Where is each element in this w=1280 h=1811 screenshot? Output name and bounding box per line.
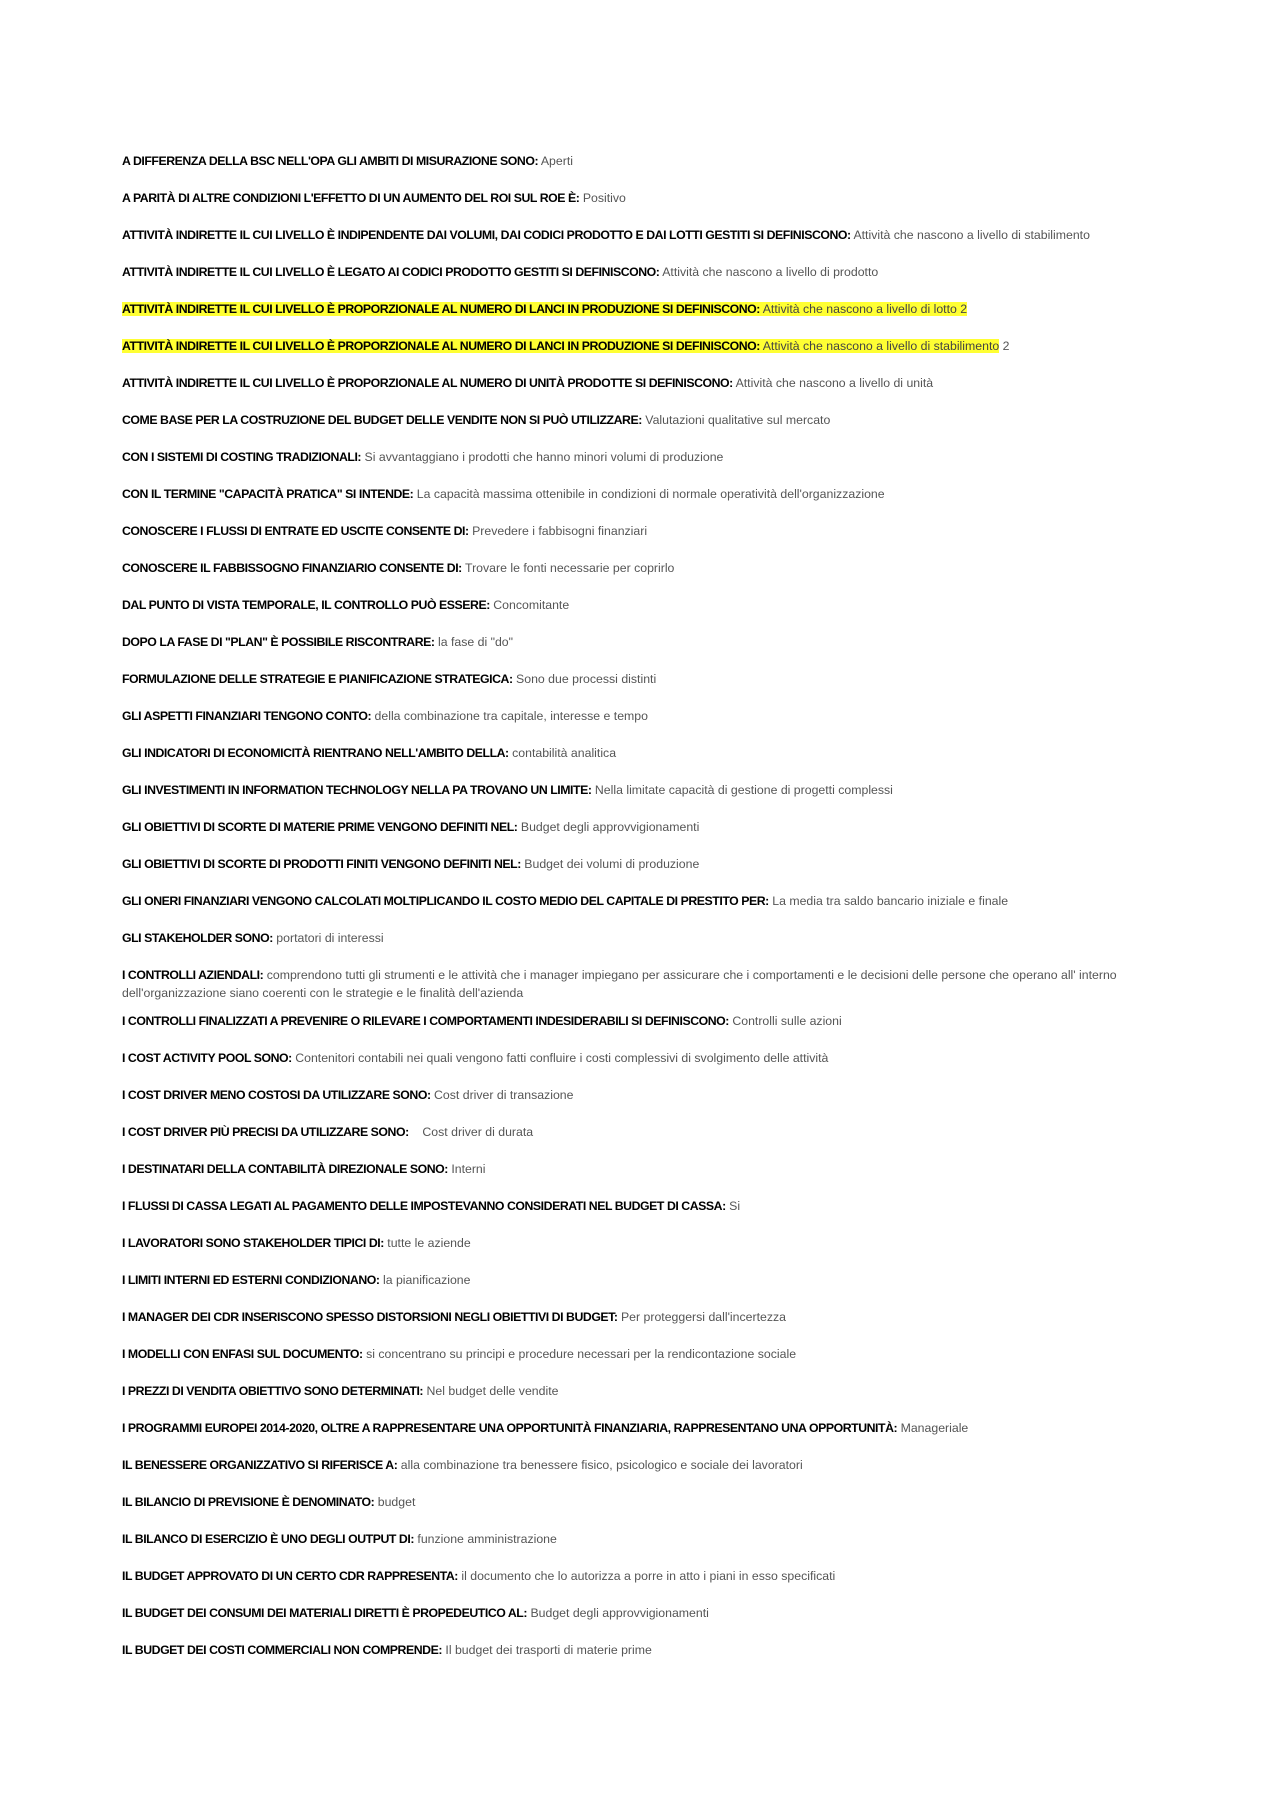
list-item bbox=[122, 559, 1162, 577]
answer-text: Si bbox=[729, 1199, 741, 1213]
answer-text: Aperti bbox=[540, 154, 573, 168]
question-text: CONOSCERE IL FABBISSOGNO FINANZIARIO CONSENTE DI: bbox=[122, 561, 462, 575]
list-item bbox=[122, 152, 1162, 170]
answer-text: comprendono tutti gli strumenti e le attività che i manager impiegano per assicurare che i comportamenti e le decisioni delle persone che operano all' interno dell'organizzazione siano coerenti con le strategie e le finalità dell'azienda bbox=[122, 968, 1117, 1000]
answer-text: Attività che nascono a livello di stabilimento bbox=[853, 228, 1090, 242]
list-item bbox=[122, 1493, 1162, 1511]
question-text: I FLUSSI DI CASSA LEGATI AL PAGAMENTO DELLE IMPOSTEVANNO CONSIDERATI NEL BUDGET DI CASSA: bbox=[122, 1199, 726, 1213]
question-text: IL BILANCIO DI PREVISIONE È DENOMINATO: bbox=[122, 1495, 375, 1509]
question-text: IL BUDGET DEI CONSUMI DEI MATERIALI DIRETTI È PROPEDEUTICO AL: bbox=[122, 1606, 528, 1620]
list-item bbox=[122, 818, 1162, 836]
answer-text: Nella limitate capacità di gestione di progetti complessi bbox=[594, 783, 893, 797]
question-text: CON I SISTEMI DI COSTING TRADIZIONALI: bbox=[122, 450, 362, 464]
answer-note: 2 bbox=[1002, 339, 1010, 353]
list-item bbox=[122, 1308, 1162, 1326]
list-item bbox=[122, 1382, 1162, 1400]
answer-text: Trovare le fonti necessarie per coprirlo bbox=[465, 561, 675, 575]
answer-text: Prevedere i fabbisogni finanziari bbox=[472, 524, 648, 538]
answer-text: Controlli sulle azioni bbox=[732, 1014, 842, 1028]
answer-text: il documento che lo autorizza a porre in atto i piani in esso specificati bbox=[461, 1569, 836, 1583]
list-item bbox=[122, 263, 1162, 281]
answer-text: Attività che nascono a livello di unità bbox=[735, 376, 934, 390]
answer-text: Interni bbox=[451, 1162, 486, 1176]
answer-text: portatori di interessi bbox=[276, 931, 384, 945]
list-item bbox=[122, 1123, 1162, 1141]
answer-text: Attività che nascono a livello di prodotto bbox=[662, 265, 879, 279]
answer-text: Cost driver di transazione bbox=[434, 1088, 574, 1102]
list-item bbox=[122, 670, 1162, 688]
answer-text: della combinazione tra capitale, interesse e tempo bbox=[374, 709, 648, 723]
answer-text: la fase di "do" bbox=[437, 635, 514, 649]
list-item-highlighted bbox=[122, 300, 1162, 318]
list-item bbox=[122, 1345, 1162, 1363]
answer-text: Concomitante bbox=[493, 598, 570, 612]
list-item bbox=[122, 1271, 1162, 1289]
list-item bbox=[122, 1456, 1162, 1474]
question-text: I PREZZI DI VENDITA OBIETTIVO SONO DETERMINATI: bbox=[122, 1384, 424, 1398]
question-text: ATTIVITÀ INDIRETTE IL CUI LIVELLO È PROPORZIONALE AL NUMERO DI LANCI IN PRODUZIONE SI DEFINISCONO: bbox=[122, 302, 760, 316]
list-item bbox=[122, 1641, 1162, 1659]
answer-text: La media tra saldo bancario iniziale e finale bbox=[772, 894, 1009, 908]
list-item bbox=[122, 1419, 1162, 1437]
highlight-mark bbox=[122, 302, 967, 316]
question-text: GLI OBIETTIVI DI SCORTE DI PRODOTTI FINITI VENGONO DEFINITI NEL: bbox=[122, 857, 521, 871]
answer-text: La capacità massima ottenibile in condizioni di normale operatività dell'organizzazione bbox=[416, 487, 885, 501]
list-item bbox=[122, 1049, 1162, 1067]
question-text: IL BUDGET APPROVATO DI UN CERTO CDR RAPPRESENTA: bbox=[122, 1569, 458, 1583]
answer-text: budget bbox=[377, 1495, 416, 1509]
answer-text: alla combinazione tra benessere fisico, psicologico e sociale dei lavoratori bbox=[400, 1458, 803, 1472]
question-text: ATTIVITÀ INDIRETTE IL CUI LIVELLO È LEGATO AI CODICI PRODOTTO GESTITI SI DEFINISCONO: bbox=[122, 265, 660, 279]
answer-text: Contenitori contabili nei quali vengono fatti confluire i costi complessivi di svolgimento delle attività bbox=[295, 1051, 829, 1065]
question-text: ATTIVITÀ INDIRETTE IL CUI LIVELLO È INDIPENDENTE DAI VOLUMI, DAI CODICI PRODOTTO E DAI LOTTI GESTITI SI DEFINISCONO: bbox=[122, 228, 851, 242]
list-item bbox=[122, 1604, 1162, 1622]
question-text: A DIFFERENZA DELLA BSC NELL'OPA GLI AMBITI DI MISURAZIONE SONO: bbox=[122, 154, 539, 168]
list-item bbox=[122, 744, 1162, 762]
list-item bbox=[122, 966, 1162, 1002]
answer-text: Budget degli approvvigionamenti bbox=[520, 820, 700, 834]
answer-text: Nel budget delle vendite bbox=[426, 1384, 559, 1398]
list-item bbox=[122, 522, 1162, 540]
list-item bbox=[122, 1012, 1162, 1030]
list-item bbox=[122, 929, 1162, 947]
list-item bbox=[122, 707, 1162, 725]
question-text: I MANAGER DEI CDR INSERISCONO SPESSO DISTORSIONI NEGLI OBIETTIVI DI BUDGET: bbox=[122, 1310, 618, 1324]
answer-text: Si avvantaggiano i prodotti che hanno minori volumi di produzione bbox=[364, 450, 724, 464]
question-text: GLI ONERI FINANZIARI VENGONO CALCOLATI MOLTIPLICANDO IL COSTO MEDIO DEL CAPITALE DI PRESTITO PER: bbox=[122, 894, 769, 908]
question-text: I LAVORATORI SONO STAKEHOLDER TIPICI DI: bbox=[122, 1236, 384, 1250]
question-text: I CONTROLLI AZIENDALI: bbox=[122, 968, 264, 982]
question-text: I MODELLI CON ENFASI SUL DOCUMENTO: bbox=[122, 1347, 363, 1361]
question-text: IL BENESSERE ORGANIZZATIVO SI RIFERISCE A: bbox=[122, 1458, 398, 1472]
question-text: COME BASE PER LA COSTRUZIONE DEL BUDGET DELLE VENDITE NON SI PUÒ UTILIZZARE: bbox=[122, 413, 642, 427]
document-page bbox=[122, 152, 1162, 1678]
answer-text: Budget degli approvvigionamenti bbox=[530, 1606, 709, 1620]
question-text: GLI STAKEHOLDER SONO: bbox=[122, 931, 273, 945]
question-text: DOPO LA FASE DI "PLAN" È POSSIBILE RISCONTRARE: bbox=[122, 635, 435, 649]
question-text: GLI INDICATORI DI ECONOMICITÀ RIENTRANO NELL'AMBITO DELLA: bbox=[122, 746, 509, 760]
question-text: IL BILANCO DI ESERCIZIO È UNO DEGLI OUTPUT DI: bbox=[122, 1532, 414, 1546]
question-text: GLI INVESTIMENTI IN INFORMATION TECHNOLOGY NELLA PA TROVANO UN LIMITE: bbox=[122, 783, 592, 797]
question-text: I COST DRIVER MENO COSTOSI DA UTILIZZARE SONO: bbox=[122, 1088, 431, 1102]
answer-text: contabilità analitica bbox=[512, 746, 617, 760]
question-text: CON IL TERMINE "CAPACITÀ PRATICA" SI INTENDE: bbox=[122, 487, 414, 501]
question-text: I DESTINATARI DELLA CONTABILITÀ DIREZIONALE SONO: bbox=[122, 1162, 448, 1176]
list-item bbox=[122, 189, 1162, 207]
list-item bbox=[122, 1234, 1162, 1252]
answer-text: Il budget dei trasporti di materie prime bbox=[445, 1643, 652, 1657]
list-item bbox=[122, 411, 1162, 429]
list-item bbox=[122, 855, 1162, 873]
list-item-highlighted bbox=[122, 337, 1162, 355]
list-item bbox=[122, 1530, 1162, 1548]
list-item bbox=[122, 1086, 1162, 1104]
list-item bbox=[122, 1567, 1162, 1585]
list-item bbox=[122, 633, 1162, 651]
list-item bbox=[122, 781, 1162, 799]
list-item bbox=[122, 374, 1162, 392]
question-text: ATTIVITÀ INDIRETTE IL CUI LIVELLO È PROPORZIONALE AL NUMERO DI UNITÀ PRODOTTE SI DEFINISCONO: bbox=[122, 376, 733, 390]
question-text: I PROGRAMMI EUROPEI 2014-2020, OLTRE A RAPPRESENTARE UNA OPPORTUNITÀ FINANZIARIA, RAPPRESENTANO UNA OPPORTUNITÀ: bbox=[122, 1421, 898, 1435]
question-text: I COST DRIVER PIÙ PRECISI DA UTILIZZARE SONO: bbox=[122, 1125, 409, 1139]
answer-text: Per proteggersi dall'incertezza bbox=[620, 1310, 786, 1324]
answer-text: si concentrano su principi e procedure necessari per la rendicontazione sociale bbox=[366, 1347, 797, 1361]
answer-text: funzione amministrazione bbox=[417, 1532, 557, 1546]
answer-text: Sono due processi distinti bbox=[516, 672, 657, 686]
question-text: I LIMITI INTERNI ED ESTERNI CONDIZIONANO: bbox=[122, 1273, 380, 1287]
question-text: I COST ACTIVITY POOL SONO: bbox=[122, 1051, 292, 1065]
question-text: IL BUDGET DEI COSTI COMMERCIALI NON COMPRENDE: bbox=[122, 1643, 442, 1657]
answer-text: Attività che nascono a livello di stabilimento bbox=[762, 339, 1000, 353]
highlight-mark bbox=[122, 339, 999, 353]
list-item bbox=[122, 485, 1162, 503]
answer-text: la pianificazione bbox=[382, 1273, 471, 1287]
list-item bbox=[122, 596, 1162, 614]
question-text: I CONTROLLI FINALIZZATI A PREVENIRE O RILEVARE I COMPORTAMENTI INDESIDERABILI SI DEFINISCONO: bbox=[122, 1014, 729, 1028]
list-item bbox=[122, 892, 1162, 910]
list-item bbox=[122, 448, 1162, 466]
list-item bbox=[122, 1197, 1162, 1215]
answer-text: Attività che nascono a livello di lotto 2 bbox=[762, 302, 968, 316]
answer-text: Budget dei volumi di produzione bbox=[524, 857, 700, 871]
question-text: ATTIVITÀ INDIRETTE IL CUI LIVELLO È PROPORZIONALE AL NUMERO DI LANCI IN PRODUZIONE SI DEFINISCONO: bbox=[122, 339, 760, 353]
answer-text: Valutazioni qualitative sul mercato bbox=[645, 413, 831, 427]
question-text: CONOSCERE I FLUSSI DI ENTRATE ED USCITE CONSENTE DI: bbox=[122, 524, 469, 538]
answer-text: Manageriale bbox=[900, 1421, 969, 1435]
list-item bbox=[122, 226, 1162, 244]
answer-text: tutte le aziende bbox=[387, 1236, 471, 1250]
question-text: GLI OBIETTIVI DI SCORTE DI MATERIE PRIME VENGONO DEFINITI NEL: bbox=[122, 820, 518, 834]
question-text: FORMULAZIONE DELLE STRATEGIE E PIANIFICAZIONE STRATEGICA: bbox=[122, 672, 513, 686]
question-text: DAL PUNTO DI VISTA TEMPORALE, IL CONTROLLO PUÒ ESSERE: bbox=[122, 598, 490, 612]
answer-text: Positivo bbox=[582, 191, 626, 205]
answer-text: Cost driver di durata bbox=[412, 1125, 534, 1139]
question-text: GLI ASPETTI FINANZIARI TENGONO CONTO: bbox=[122, 709, 372, 723]
list-item bbox=[122, 1160, 1162, 1178]
question-text: A PARITÀ DI ALTRE CONDIZIONI L'EFFETTO DI UN AUMENTO DEL ROI SUL ROE È: bbox=[122, 191, 580, 205]
